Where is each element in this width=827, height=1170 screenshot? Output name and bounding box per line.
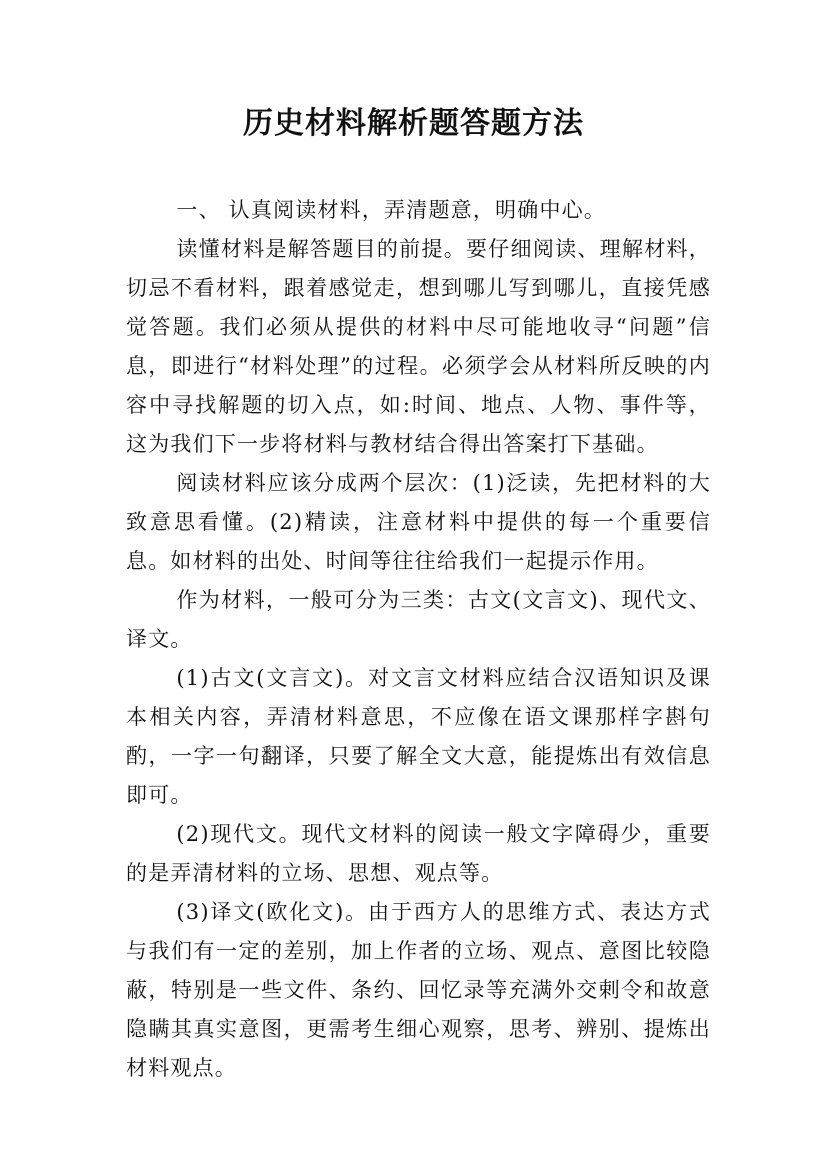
paragraph: 阅读材料应该分成两个层次：(1)泛读，先把材料的大致意思看懂。(2)精读，注意材料中提供的每一个重要信息。如材料的出处、时间等往往给我们一起提示作用。 <box>126 471 711 573</box>
paragraph: (3)译文(欧化文)。由于西方人的思维方式、表达方式与我们有一定的差别，加上作者的立场、观点、意图比较隐蔽，特别是一些文件、条约、回忆录等充满外交剌令和故意隐瞒其真实意图，更需考生细心观察，思考、辨别、提炼出材料观点。 <box>126 900 711 1080</box>
paragraph: (1)古文(文言文)。对文言文材料应结合汉语知识及课本相关内容，弄清材料意思，不应像在语文课那样字斟句酌，一字一句翻译，只要了解全文大意，能提炼出有效信息即可。 <box>126 666 711 807</box>
document-title: 历史材料解析题答题方法 <box>243 106 584 141</box>
document-body <box>126 191 711 1088</box>
paragraph: (2)现代文。现代文材料的阅读一般文字障碍少，重要的是弄清材料的立场、思想、观点等。 <box>126 822 711 885</box>
section-heading: 一、 认真阅读材料，弄清题意，明确中心。 <box>176 198 607 222</box>
paragraph: 读懂材料是解答题目的前提。要仔细阅读、理解材料，切忌不看材料，跟着感觉走，想到哪儿写到哪儿，直接凭感觉答题。我们必须从提供的材料中尽可能地收寻“问题”信息，即进行“材料处理”的过程。必须学会从材料所反映的内容中寻找解题的切入点，如:时间、地点、人物、事件等，这为我们下一步将材料与教材结合得出答案打下基础。 <box>126 237 711 456</box>
paragraph: 作为材料，一般可分为三类：古文(文言文)、现代文、译文。 <box>126 588 711 651</box>
